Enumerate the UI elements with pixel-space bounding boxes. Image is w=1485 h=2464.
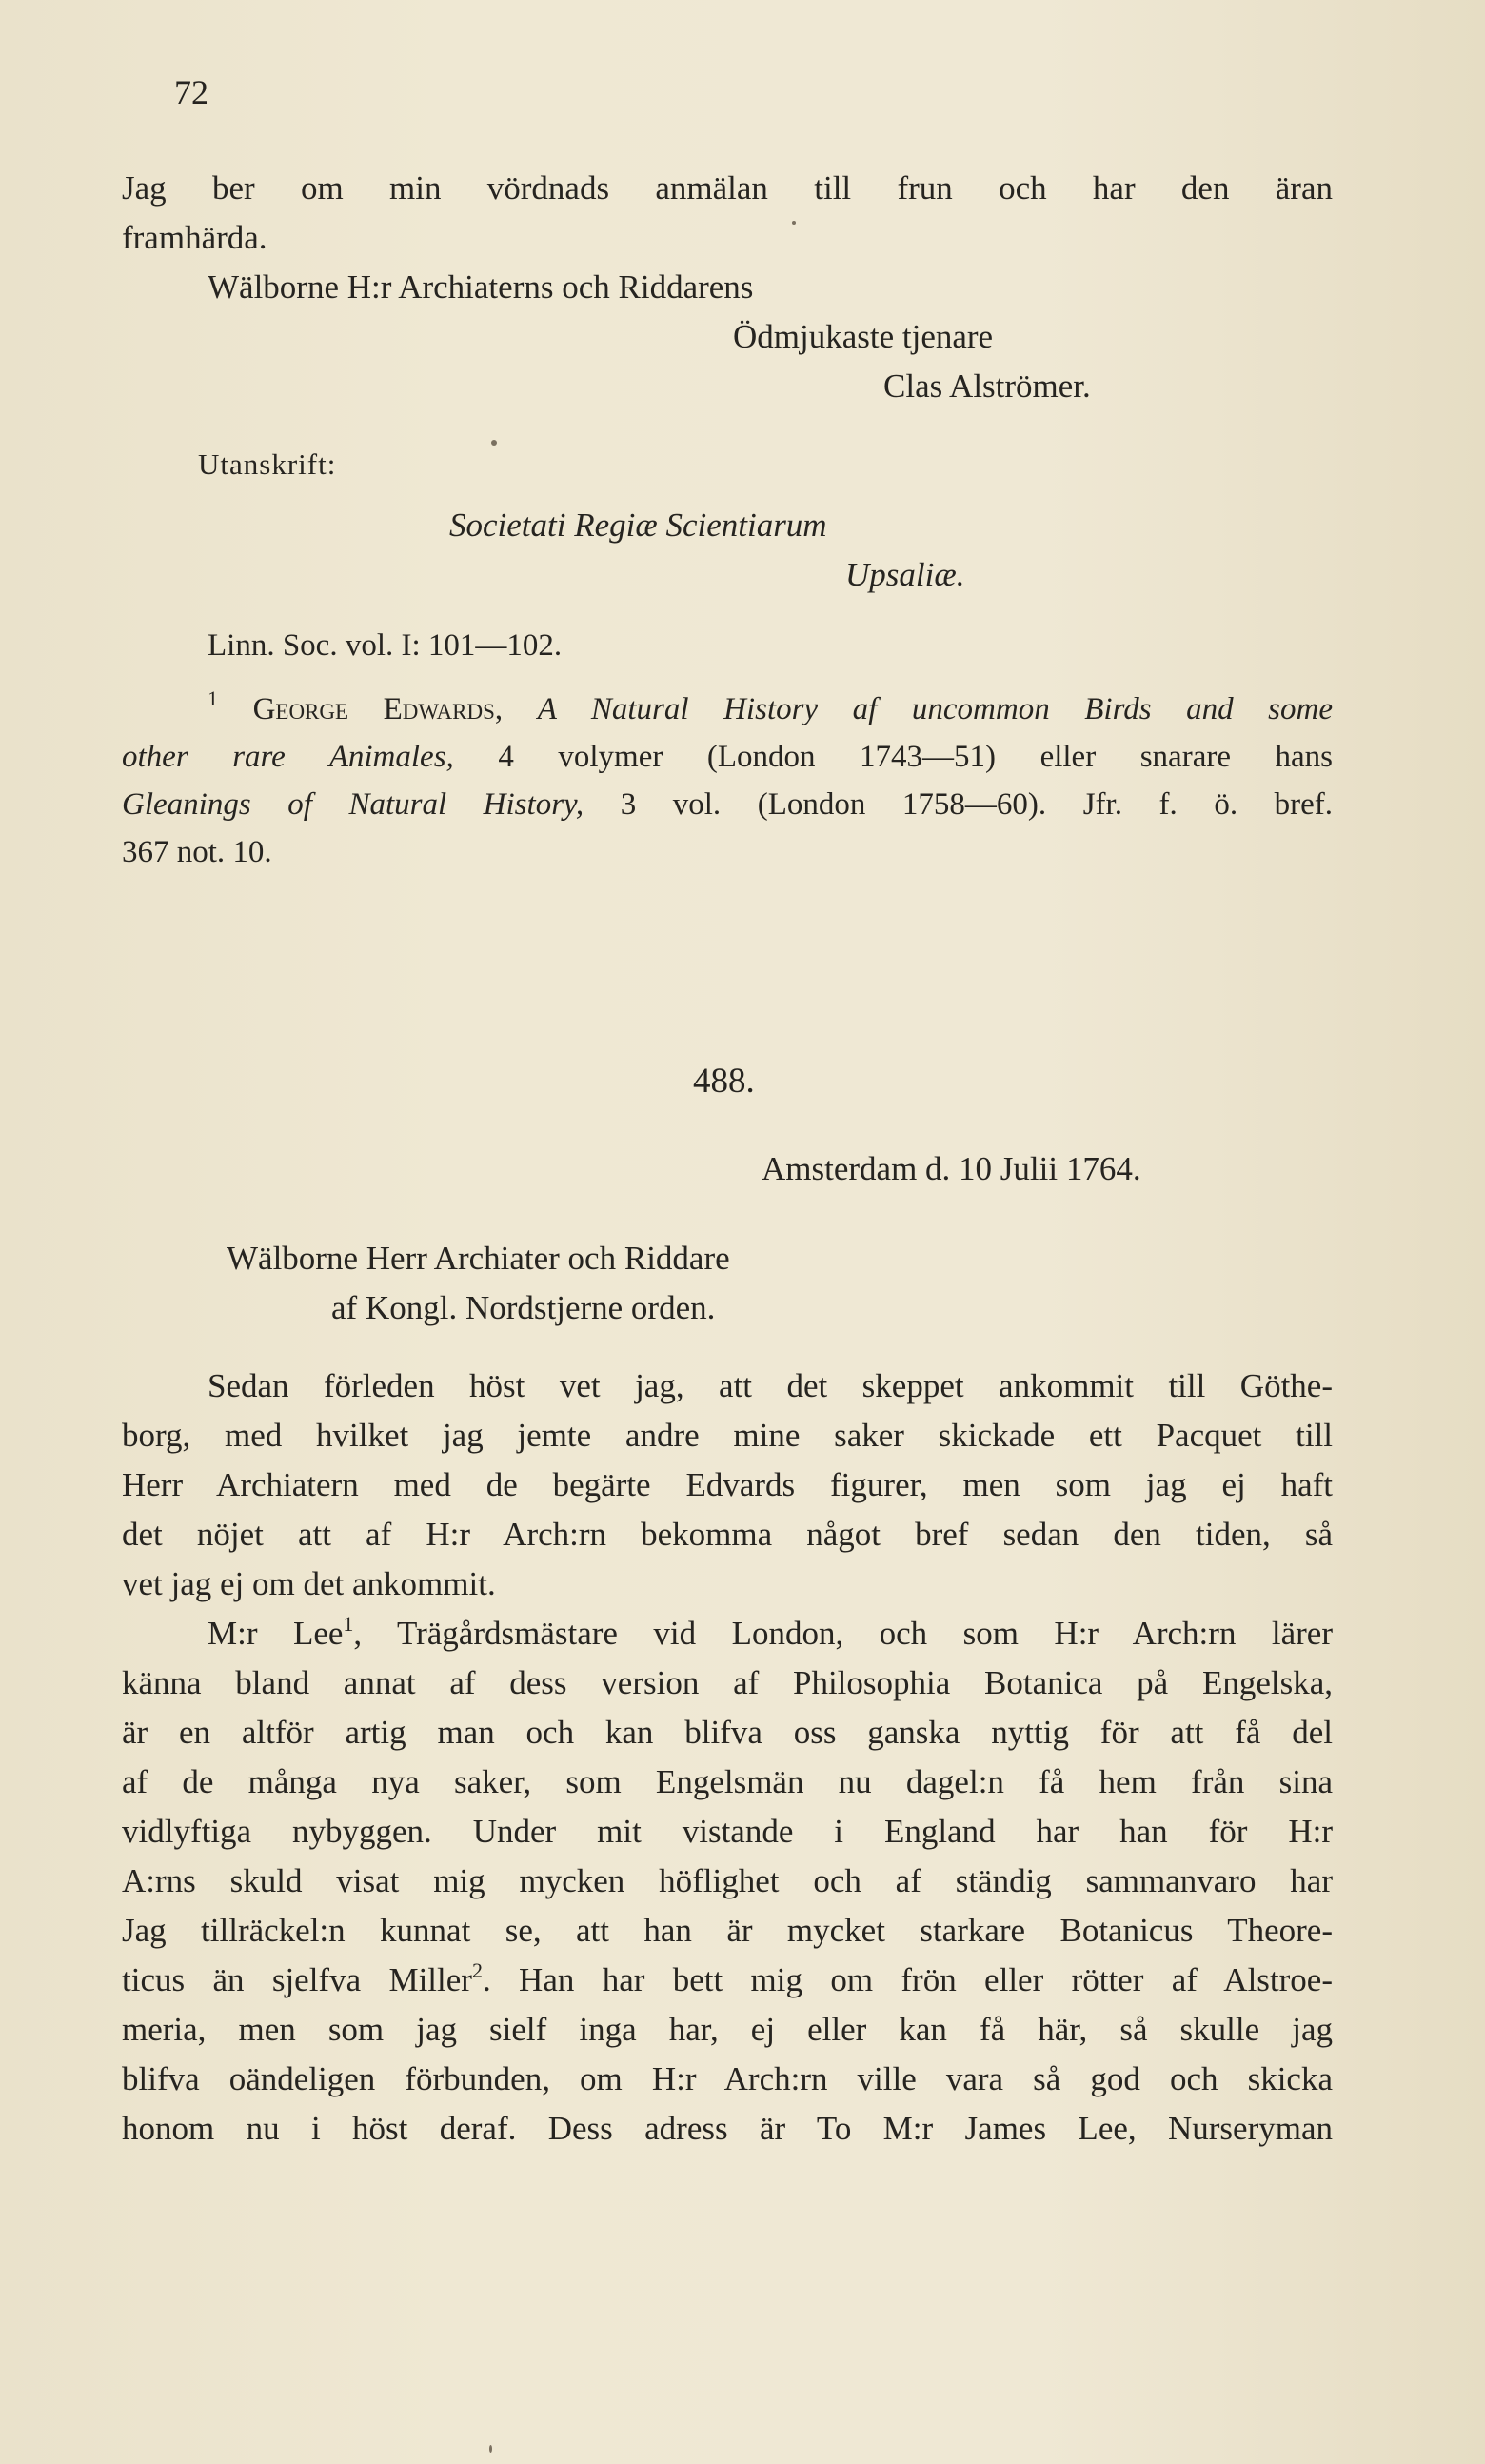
text-segment: ticus än sjelfva Miller xyxy=(122,1961,472,1998)
closing-phrase: Ödmjukaste tjenare xyxy=(733,318,994,355)
footnote-marker: 1 xyxy=(208,686,218,710)
footnote-marker: 2 xyxy=(471,1958,483,1982)
footnote-line xyxy=(122,781,1333,828)
text-segment: M:r Lee xyxy=(208,1615,344,1652)
source-reference: Linn. Soc. vol. I: 101—102. xyxy=(208,628,563,663)
text-line: borg, med hvilket jag jemte andre mine saker skickade ett Pacquet till xyxy=(122,1417,1333,1454)
text-line: meria, men som jag sielf inga har, ej eller kan få här, så skulle jag xyxy=(122,2011,1333,2048)
text-line: Sedan förleden höst vet jag, att det skeppet ankommit till Göthe- xyxy=(208,1367,1333,1404)
place-date: Amsterdam d. 10 Julii 1764. xyxy=(762,1150,1141,1187)
signature: Clas Alströmer. xyxy=(883,368,1091,405)
footnote-marker: 1 xyxy=(343,1612,354,1636)
text-line: framhärda. xyxy=(122,219,267,256)
text-line: A:rns skuld visat mig mycken höflighet och af ständig sammanvaro har xyxy=(122,1862,1333,1899)
text-line xyxy=(122,1956,1333,2005)
letter-number: 488. xyxy=(693,1062,755,1101)
footnote-line xyxy=(208,686,1333,733)
text-line: det nöjet att af H:r Arch:rn bekomma något bref sedan den tiden, så xyxy=(122,1516,1333,1553)
footnote-line xyxy=(122,733,1333,781)
text-line: Jag tillräckel:n kunnat se, att han är mycket starkare Botanicus Theore- xyxy=(122,1912,1333,1949)
text-line: Herr Archiatern med de begärte Edvards figurer, men som jag ej haft xyxy=(122,1466,1333,1503)
footnote-title: Gleanings of Natural History, xyxy=(122,787,584,822)
footnote-author: George Edwards, xyxy=(252,692,504,726)
footnote-text: 3 vol. (London 1758—60). Jfr. f. ö. bref. xyxy=(620,787,1334,822)
text-line: af de många nya saker, som Engelsmän nu dagel:n få hem från sina xyxy=(122,1763,1333,1800)
footnote-title: other rare Animales, xyxy=(122,740,454,774)
footnote-text: 4 volymer (London 1743—51) eller snarare hans xyxy=(498,740,1333,774)
salutation: af Kongl. Nordstjerne orden. xyxy=(331,1289,716,1326)
page-number: 72 xyxy=(174,73,208,111)
text-segment: . Han har bett mig om frön eller rötter af Alstroe- xyxy=(482,1961,1333,1998)
text-line: är en altför artig man och kan blifva oss ganska nyttig för att få del xyxy=(122,1714,1333,1751)
text-line: Jag ber om min vördnads anmälan till frun och har den äran xyxy=(122,169,1333,207)
scan-speck xyxy=(792,221,796,225)
salutation: Wälborne Herr Archiater och Riddare xyxy=(227,1240,730,1277)
scan-speck xyxy=(491,440,497,446)
footnote-title: A Natural History af uncommon Birds and some xyxy=(537,692,1333,726)
text-line: blifva oändeligen förbunden, om H:r Arch:rn ville vara så god och skicka xyxy=(122,2060,1333,2097)
text-segment: , Trägårdsmästare vid London, och som H:r Arch:rn lärer xyxy=(353,1615,1333,1652)
text-line: vidlyftiga nybyggen. Under mit vistande i England har han för H:r xyxy=(122,1813,1333,1850)
address-line: Upsaliæ. xyxy=(845,556,965,593)
scan-speck xyxy=(489,2445,492,2453)
address-label: Utanskrift: xyxy=(198,447,337,481)
footnote-line: 367 not. 10. xyxy=(122,835,272,869)
address-line: Societati Regiæ Scientiarum xyxy=(449,507,827,544)
text-line: vet jag ej om det ankommit. xyxy=(122,1565,496,1602)
text-line xyxy=(208,1609,1333,1659)
text-line: känna bland annat af dess version af Philosophia Botanica på Engelska, xyxy=(122,1664,1333,1701)
closing-salutation: Wälborne H:r Archiaterns och Riddarens xyxy=(208,268,754,306)
text-line: honom nu i höst deraf. Dess adress är To M:r James Lee, Nurseryman xyxy=(122,2110,1333,2147)
